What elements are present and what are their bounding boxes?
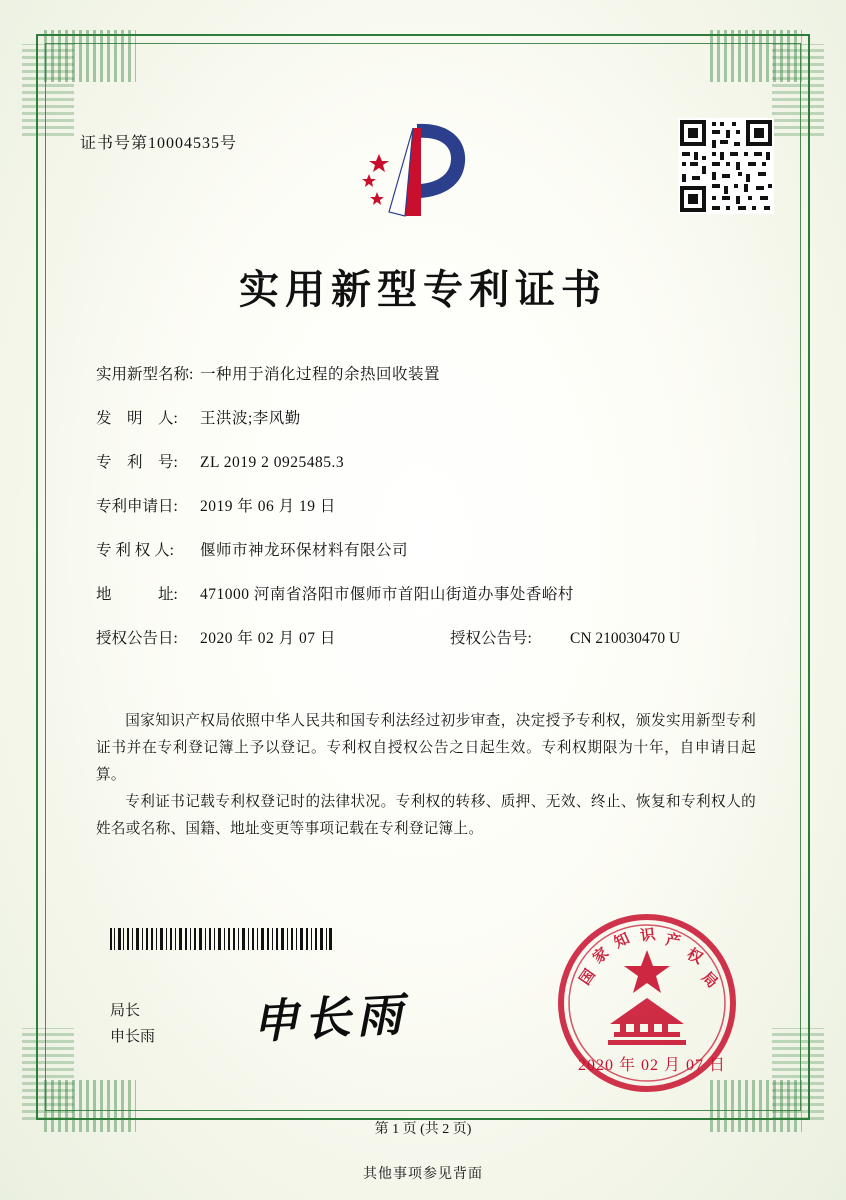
- field-label-application-date: 专利申请日:: [96, 498, 178, 515]
- qr-code-icon: [678, 118, 774, 214]
- signature-title: 局长: [110, 1003, 141, 1019]
- cnipa-emblem-icon: [355, 112, 475, 222]
- field-label-patent-number: 专 利 号:: [96, 454, 178, 471]
- body-paragraph-2: 专利证书记载专利权登记时的法律状况。专利权的转移、质押、无效、终止、恢复和专利权人的姓名或名称、国籍、地址变更等事项记载在专利登记簿上。: [96, 794, 756, 837]
- page-indicator: 第 1 页 (共 2 页): [374, 1122, 472, 1137]
- field-value-application-date: 2019 年 06 月 19 日: [200, 498, 336, 515]
- corner-ornament-left-bottom-vertical: [22, 1028, 74, 1120]
- body-text: [96, 708, 756, 843]
- field-value-grant-number: CN 210030470 U: [570, 630, 681, 647]
- svg-text:知: 知: [611, 930, 633, 952]
- corner-ornament-right-top-vertical: [772, 44, 824, 136]
- field-row-inventor: [96, 406, 756, 428]
- field-row-patentee: [96, 538, 756, 560]
- svg-text:权: 权: [684, 946, 705, 968]
- body-paragraph-1: 国家知识产权局依照中华人民共和国专利法经过初步审查，决定授予专利权，颁发实用新型专利证书并在专利登记簿上予以登记。专利权自授权公告之日起生效。专利权期限为十年，自申请日起算。: [96, 713, 756, 783]
- svg-text:国: 国: [577, 966, 599, 989]
- svg-text:家: 家: [590, 945, 613, 968]
- certificate-number: 证书号第10004535号: [80, 135, 238, 152]
- handwritten-signature: 申长雨: [250, 988, 410, 1049]
- field-value-inventor: 王洪波;李风勤: [200, 410, 301, 427]
- svg-text:识: 识: [639, 927, 657, 945]
- back-side-note: 其他事项参见背面: [363, 1167, 483, 1182]
- svg-text:产: 产: [664, 932, 682, 951]
- page-title: 实用新型专利证书: [239, 267, 607, 312]
- field-row-invention-name: [96, 362, 756, 384]
- signature-name: 申长雨: [110, 1029, 156, 1045]
- field-value-invention-name: 一种用于消化过程的余热回收装置: [200, 366, 441, 383]
- field-value-grant-date: 2020 年 02 月 07 日: [200, 630, 336, 647]
- seal-date: 2020 年 02 月 07 日: [577, 1057, 726, 1074]
- corner-ornament-left-top-vertical: [22, 44, 74, 136]
- field-list: [96, 362, 756, 670]
- field-value-patent-number: ZL 2019 2 0925485.3: [200, 454, 345, 471]
- field-label-address: 地 址:: [96, 586, 178, 603]
- svg-text:局: 局: [698, 969, 721, 992]
- field-row-address: [96, 582, 756, 604]
- field-label-inventor: 发 明 人:: [96, 410, 178, 427]
- field-value-patentee: 偃师市神龙环保材料有限公司: [200, 542, 409, 559]
- field-row-patent-number: [96, 450, 756, 472]
- signature-block: [110, 998, 155, 1050]
- corner-ornament-right-bottom-vertical: [772, 1028, 824, 1120]
- field-value-address: 471000 河南省洛阳市偃师市首阳山街道办事处香峪村: [200, 586, 574, 603]
- field-label-invention-name: 实用新型名称:: [96, 366, 194, 383]
- field-label-grant-number: 授权公告号:: [450, 630, 532, 647]
- barcode-icon: [110, 928, 332, 950]
- field-label-grant-date: 授权公告日:: [96, 630, 178, 647]
- field-label-patentee: 专 利 权 人:: [96, 542, 174, 559]
- field-row-grant-announcement: [96, 626, 756, 648]
- field-row-application-date: [96, 494, 756, 516]
